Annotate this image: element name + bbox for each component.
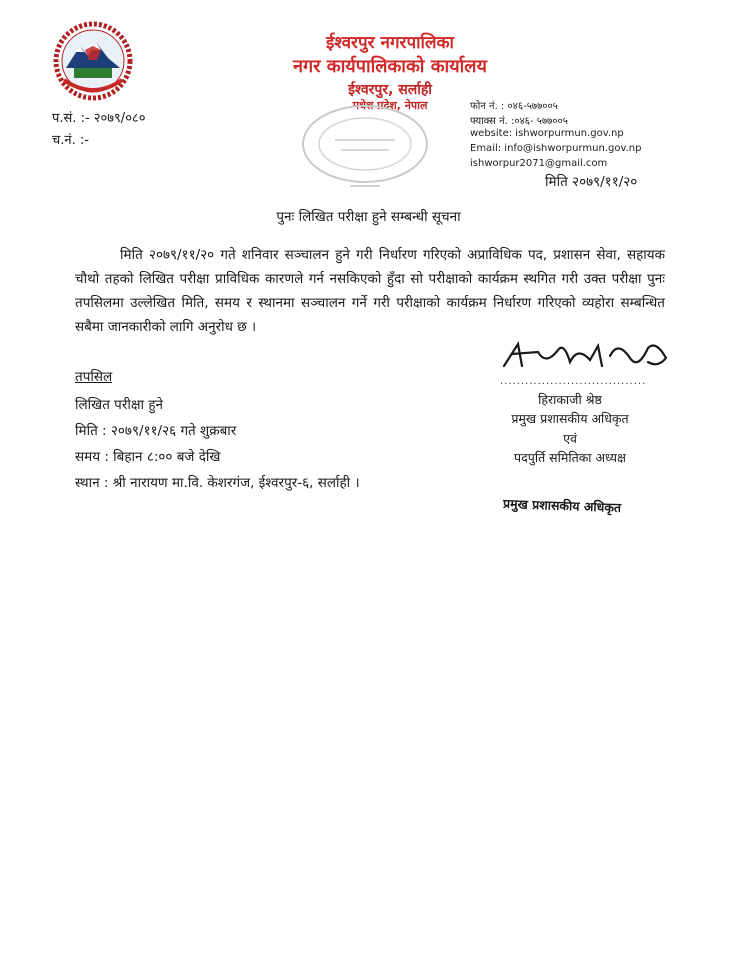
signatory-conjunction: एवं — [563, 431, 577, 446]
signatory-name: हिराकाजी श्रेष्ठ — [538, 392, 602, 407]
office-province: मधेश प्रदेश, नेपाल — [352, 99, 428, 112]
reference-number: प.सं. :- २०७९/०८० — [52, 111, 146, 126]
details-place: स्थान : श्री नारायण मा.वि. केशरगंज, ईश्वरपुर-६, सर्लाही । — [75, 475, 360, 491]
dispatch-number: च.नं. :- — [52, 133, 89, 148]
details-exam: लिखित परीक्षा हुने — [75, 397, 163, 413]
fax-number: फ्याक्स नं. :०४६- ५७७००५ — [470, 116, 568, 127]
designation-stamp: प्रमुख प्रशासकीय अधिकृत — [502, 495, 622, 516]
notice-body — [75, 243, 665, 339]
municipality-name: ईश्वरपुर नगरपालिका — [326, 33, 454, 53]
details-heading: तपसिल — [75, 369, 113, 385]
phone-number: फोन नं. : ०४६-५७७००५ — [470, 101, 558, 112]
office-location: ईश्वरपुर, सर्लाही — [348, 82, 432, 98]
email: Email: info@ishworpurmun.gov.np — [470, 143, 642, 154]
letter-date: मिति २०७९/११/२० — [545, 174, 638, 190]
notice-subject: पुनः लिखित परीक्षा हुने सम्बन्धी सूचना — [276, 209, 461, 225]
email-secondary: ishworpur2071@gmail.com — [470, 158, 608, 169]
signatory-role: प्रमुख प्रशासकीय अधिकृत — [511, 411, 629, 426]
details-time: समय : बिहान ८:०० बजे देखि — [75, 449, 221, 465]
website: website: ishworpurmun.gov.np — [470, 128, 624, 139]
emblem-icon — [52, 20, 134, 102]
details-date: मिति : २०७९/११/२६ गते शुक्रबार — [75, 423, 237, 439]
office-name: नगर कार्यपालिकाको कार्यालय — [293, 56, 487, 77]
notice-body-text: मिति २०७९/११/२० गते शनिवार सञ्चालन हुने गरी निर्धारण गरिएको अप्राविधिक पद, प्रशासन सेवा, सहायक चौथो तहको लिखित परीक्षा प्राविधिक कारणले गर्न नसकिएको हुँदा सो परीक्षाको कार्यक्रम स्थगित गरी उक्त परीक्षा पुनः तपसिलमा उल्लेखित मिति, समय र स्थानमा सञ्चालन गर्ने गरी परीक्षाको कार्यक्रम निर्धारण गरिएको व्यहोरा सम्बन्धित सबैमा जानकारीको लागि अनुरोध छ । — [75, 247, 665, 335]
signature-icon — [498, 336, 678, 376]
signature-line: ................................... — [500, 376, 647, 387]
office-stamp-icon — [295, 104, 445, 194]
signatory-committee-role: पदपुर्ति समितिका अध्यक्ष — [514, 450, 626, 465]
